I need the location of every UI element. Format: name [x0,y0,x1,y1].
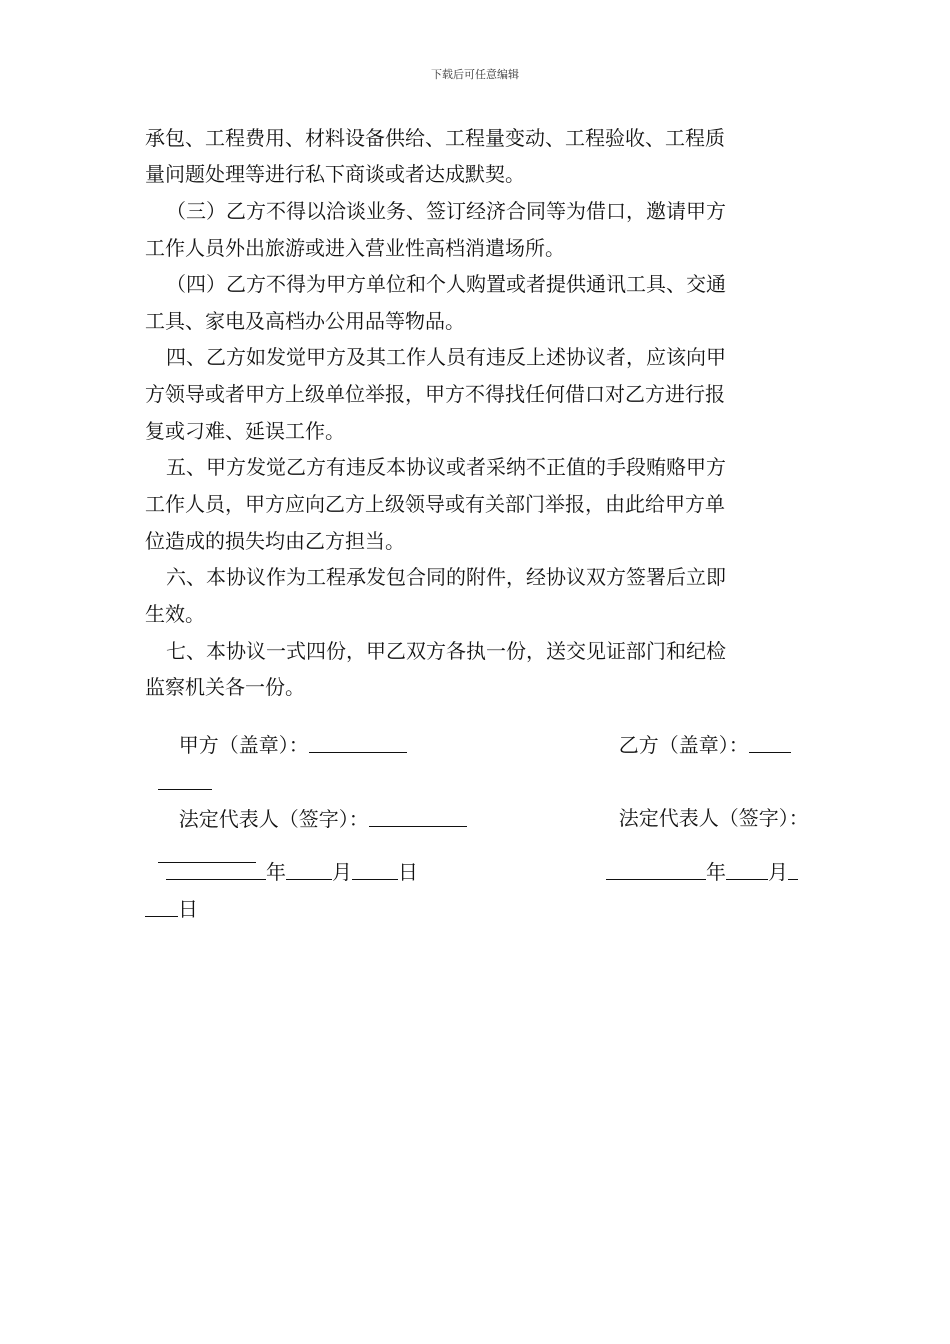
paragraph-line: 工作人员，甲方应向乙方上级领导或有关部门举报，由此给甲方单 [145,492,725,516]
day-b-label: 日 [178,897,198,921]
paragraph-line: 复或刁难、延误工作。 [145,419,345,443]
year-a-blank [166,861,266,880]
day-b-blank [788,861,798,880]
paragraph-line: 六、本协议作为工程承发包合同的附件，经协议双方签署后立即 [166,565,726,589]
date-b-row [606,861,798,882]
paragraph-line: 四、乙方如发觉甲方及其工作人员有违反上述协议者，应该向甲 [166,345,726,369]
page-header: 下载后可任意编辑 [431,68,519,81]
month-b-blank [726,861,768,880]
paragraph-line: 五、甲方发觉乙方有违反本协议或者采纳不正值的手段贿赂甲方 [166,455,726,479]
party-a-seal-row [166,714,407,755]
paragraph-line: 七、本协议一式四份，甲乙双方各执一份，送交见证部门和纪检 [166,639,726,663]
year-b-label: 年 [706,860,726,884]
rep-b-row [606,788,809,828]
rep-a-blank [369,808,467,827]
paragraph-line: （四）乙方不得为甲方单位和个人购置或者提供通讯工具、交通 [166,272,726,296]
rep-b-blank-row [145,824,256,865]
party-b-seal-blank-cont [145,751,212,792]
date-b-row-cont [145,898,198,919]
rep-a-row [166,788,467,829]
day-a-blank [352,861,398,880]
year-b-blank [606,861,706,880]
paragraph-line: 生效。 [145,602,205,626]
paragraph-line: 量问题处理等进行私下商谈或者达成默契。 [145,162,525,186]
day-a-label: 日 [398,860,418,884]
month-a-blank [286,861,332,880]
month-b-label: 月 [768,860,788,884]
paragraph-line: 监察机关各一份。 [145,675,305,699]
month-a-label: 月 [332,860,352,884]
party-b-seal-row [606,714,791,755]
paragraph-line: （三）乙方不得以洽谈业务、签订经济合同等为借口，邀请甲方 [166,199,726,223]
year-a-label: 年 [266,860,286,884]
paragraph-line: 方领导或者甲方上级单位举报，甲方不得找任何借口对乙方进行报 [145,382,725,406]
day-b-blank [145,898,178,917]
paragraph-line: 工具、家电及高档办公用品等物品。 [145,309,465,333]
paragraph-line: 位造成的损失均由乙方担当。 [145,529,405,553]
party-b-seal-label: 乙方（盖章）： [618,733,749,757]
date-a-row [166,861,418,882]
party-a-seal-label: 甲方（盖章）： [178,733,309,757]
paragraph-line: 承包、工程费用、材料设备供给、工程量变动、工程验收、工程质 [145,126,725,150]
rep-b-label: 法定代表人（签字）： [618,806,809,830]
rep-a-label: 法定代表人（签字）： [178,807,369,831]
party-a-seal-blank [309,734,407,753]
paragraph-line: 工作人员外出旅游或进入营业性高档消遣场所。 [145,236,565,260]
party-b-seal-blank [749,734,791,753]
